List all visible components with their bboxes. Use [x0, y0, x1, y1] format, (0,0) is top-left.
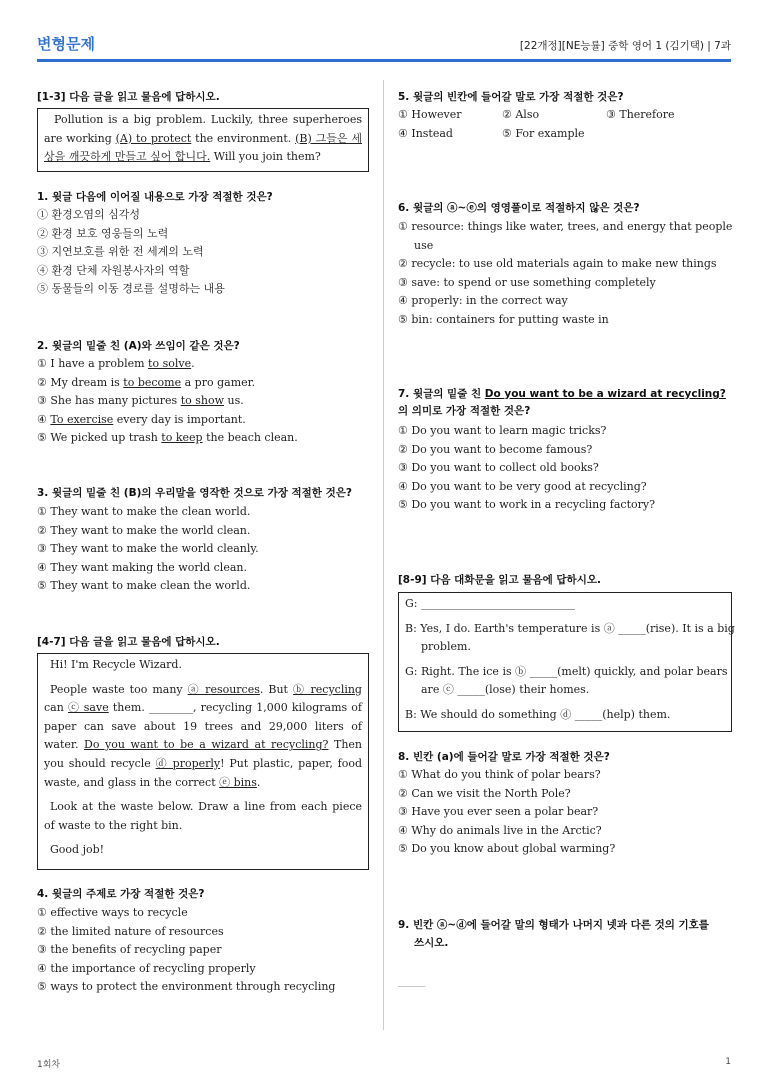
- option-continuation: use: [414, 238, 434, 252]
- option: ④ Why do animals live in the Arctic?: [398, 823, 602, 837]
- greeting: Hi! I'm Recycle Wizard.: [50, 658, 182, 671]
- option: ③ save: to spend or use something completely: [398, 275, 656, 289]
- option: ② My dream is to become a pro gamer.: [37, 375, 256, 389]
- option: ③ Therefore: [606, 108, 675, 121]
- options-2: [37, 355, 298, 448]
- passage-text: Pollution is a big problem. Luckily, three superheroes are working: [44, 113, 362, 145]
- question-7: 7. 윗글의 밑줄 친 Do you want to be a wizard at recycling?의 의미로 가장 적절한 것은?: [398, 388, 726, 417]
- option: ② Do you want to become famous?: [398, 442, 593, 456]
- options-5: [398, 106, 675, 143]
- option: ② 환경 보호 영웅들의 노력: [37, 226, 169, 240]
- option: ② the limited nature of resources: [37, 924, 224, 938]
- dialogue-line: B: We should do something ⓓ _____(help) them.: [405, 707, 671, 721]
- dialogue-line: G: ____________________________: [405, 597, 575, 610]
- question-9-continuation: 쓰시오.: [414, 937, 449, 949]
- options-1: [37, 206, 225, 299]
- passage-box-2: [37, 653, 369, 870]
- option: ① However: [398, 108, 462, 121]
- option: ⑤ They want to make clean the world.: [37, 579, 251, 593]
- option: ③ She has many pictures to show us.: [37, 394, 244, 408]
- instruction-4-7: [4-7] 다음 글을 읽고 물음에 답하시오.: [37, 636, 220, 648]
- question-2: 2. 윗글의 밑줄 친 (A)와 쓰임이 같은 것은?: [37, 340, 240, 352]
- dialogue-line-continuation: problem.: [421, 640, 471, 654]
- option: ④ Instead: [398, 126, 453, 140]
- passage-paragraph: People waste too many ⓐ resources. But ⓑ recycling can ⓒ save them. ________, recycling 1,000 kilograms of paper can save about 19 trees and 29,000 liters of water. Do you want to be a wizard at recycling? Then you should recycle ⓓ properly! Put plastic, paper, food waste, and glass in the correct ⓔ bins.: [44, 682, 362, 789]
- passage-text: the environment.: [191, 131, 296, 145]
- options-7: [398, 422, 655, 515]
- footer-round: 1회차: [37, 1060, 61, 1070]
- option: ④ To exercise every day is important.: [37, 412, 246, 426]
- option: ② They want to make the world clean.: [37, 523, 251, 537]
- option: ⑤ 동물들의 이동 경로를 설명하는 내용: [37, 282, 225, 296]
- instruction-1-3: [1-3] 다음 글을 읽고 물음에 답하시오.: [37, 91, 220, 103]
- closing: Good job!: [50, 843, 105, 857]
- dialogue-box: [398, 592, 735, 732]
- page-number: 1: [725, 1057, 731, 1067]
- option: ③ Have you ever seen a polar bear?: [398, 805, 599, 819]
- answer-line[interactable]: _____: [398, 974, 426, 987]
- document-info: [22개정][NE능률] 중학 영어 1 (김기택) | 7과: [519, 40, 731, 52]
- dialogue-line: G: Right. The ice is ⓑ _____(melt) quickly, and polar bears: [405, 664, 728, 678]
- question-5: 5. 윗글의 빈칸에 들어갈 말로 가장 적절한 것은?: [398, 91, 624, 103]
- option: ⑤ We picked up trash to keep the beach clean.: [37, 431, 298, 445]
- option: ⑤ Do you want to work in a recycling factory?: [398, 498, 656, 512]
- option: ① They want to make the clean world.: [37, 505, 251, 518]
- page-title: 변형문제: [37, 35, 95, 53]
- option: ② recycle: to use old materials again to make new things: [398, 257, 717, 271]
- option: ⑤ For example: [502, 126, 585, 140]
- options-8: [398, 766, 615, 859]
- option: ④ Do you want to be very good at recycling?: [398, 479, 647, 493]
- option: ④ the importance of recycling properly: [37, 961, 256, 975]
- instruction-8-9: [8-9] 다음 대화문을 읽고 물음에 답하시오.: [398, 574, 601, 586]
- option: ① effective ways to recycle: [37, 906, 188, 919]
- underline-a: (A) to protect: [115, 131, 192, 145]
- option: ③ They want to make the world cleanly.: [37, 542, 259, 556]
- header-divider: [37, 59, 731, 62]
- option: ③ Do you want to collect old books?: [398, 461, 599, 475]
- passage-paragraph: Look at the waste below. Draw a line from each piece of waste to the right bin.: [44, 800, 362, 832]
- option: ① What do you think of polar bears?: [398, 768, 601, 781]
- dialogue-line-continuation: are ⓒ _____(lose) their homes.: [421, 683, 590, 697]
- question-8: 8. 빈칸 (a)에 들어갈 말로 가장 적절한 것은?: [398, 751, 610, 763]
- option: ⑤ bin: containers for putting waste in: [398, 312, 609, 326]
- question-6: 6. 윗글의 ⓐ~ⓔ의 영영풀이로 적절하지 않은 것은?: [398, 202, 640, 214]
- option: ④ They want making the world clean.: [37, 560, 247, 574]
- dialogue-line: B: Yes, I do. Earth's temperature is ⓐ _____(rise). It is a big: [405, 621, 735, 635]
- option: ④ properly: in the correct way: [398, 294, 568, 308]
- passage-text: Will you join them?: [210, 150, 321, 164]
- options-6: [398, 218, 732, 330]
- option: ④ 환경 단체 자원봉사자의 역할: [37, 263, 190, 277]
- option: ① resource: things like water, trees, and energy that people: [398, 220, 733, 233]
- option: ② Can we visit the North Pole?: [398, 786, 571, 800]
- option: ② Also: [502, 108, 540, 121]
- option: ③ 지연보호를 위한 전 세계의 노력: [37, 245, 204, 259]
- option: ⑤ ways to protect the environment through recycling: [37, 980, 336, 994]
- option: ① I have a problem to solve.: [37, 357, 195, 370]
- underline-b: (B) 그들은 세상을 깨끗하게 만들고 싶어 합니다.: [44, 131, 362, 164]
- column-divider: [383, 80, 384, 1030]
- option: ⑤ Do you know about global warming?: [398, 842, 616, 856]
- question-4: 4. 윗글의 주제로 가장 적절한 것은?: [37, 888, 205, 900]
- question-3: 3. 윗글의 밑줄 친 (B)의 우리말을 영작한 것으로 가장 적절한 것은?: [37, 487, 352, 499]
- option: ③ the benefits of recycling paper: [37, 943, 222, 957]
- question-9: 9. 빈칸 ⓐ~ⓓ에 들어갈 말의 형태가 나머지 넷과 다른 것의 기호를: [398, 919, 709, 931]
- passage-box-1: [37, 108, 369, 172]
- option: ① Do you want to learn magic tricks?: [398, 424, 607, 437]
- options-4: [37, 904, 335, 997]
- option: ① 환경오염의 심각성: [37, 208, 141, 221]
- options-3: [37, 503, 259, 596]
- question-1: 1. 윗글 다음에 이어질 내용으로 가장 적절한 것은?: [37, 191, 273, 203]
